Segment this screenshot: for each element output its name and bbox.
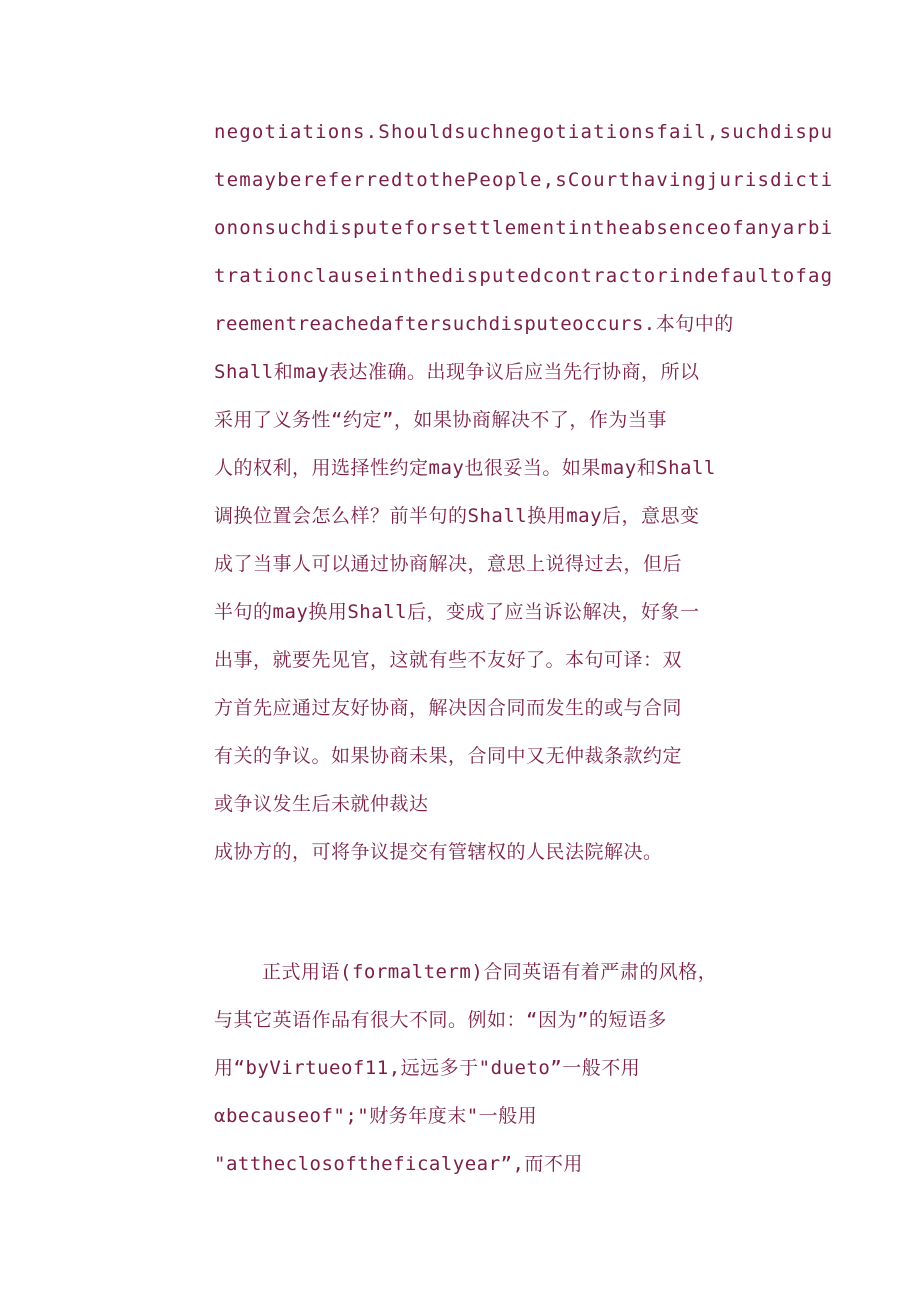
text-line: 正式用语(formalterm)合同英语有着严肃的风格，	[262, 961, 718, 983]
text-line: Shall和may表达准确。出现争议后应当先行协商，所以	[214, 361, 700, 383]
text-line: reementreachedaftersuchdisputeoccurs.本句中的	[214, 313, 734, 335]
text-line: "attheclosoftheficalyear”,而不用	[214, 1153, 583, 1175]
text-line: 采用了义务性“约定”，如果协商解决不了，作为当事	[214, 409, 667, 431]
text-line: 用“byVirtueof11,远远多于"dueto”一般不用	[214, 1057, 641, 1079]
text-line: trationclauseinthedisputedcontractorindefaultofag	[214, 265, 834, 287]
text-line: 成了当事人可以通过协商解决，意思上说得过去，但后	[214, 553, 683, 575]
text-line: 调换位置会怎么样？前半句的Shall换用may后，意思变	[214, 505, 700, 527]
text-line: 半句的may换用Shall后，变成了应当诉讼解决，好象一	[214, 601, 700, 623]
text-line: 与其它英语作品有很大不同。例如：“因为”的短语多	[214, 1009, 667, 1031]
text-line: 成协方的，可将争议提交有管辖权的人民法院解决。	[214, 841, 663, 863]
text-line: 方首先应通过友好协商，解决因合同而发生的或与合同	[214, 697, 683, 719]
text-line: 或争议发生后未就仲裁达	[214, 793, 429, 815]
text-line: negotiations.Shouldsuchnegotiationsfail,suchdispu	[214, 121, 834, 143]
text-line: ononsuchdisputeforsettlementintheabsenceofanyarbi	[214, 217, 834, 239]
text-line: 人的权利，用选择性约定may也很妥当。如果may和Shall	[214, 457, 716, 479]
text-line: 有关的争议。如果协商未果，合同中又无仲裁条款约定	[214, 745, 683, 767]
text-line: temaybereferredtothePeople,sCourthavingjurisdicti	[214, 169, 834, 191]
text-line: 出事，就要先见官，这就有些不友好了。本句可译：双	[214, 649, 683, 671]
text-line: αbecauseof";"财务年度末"一般用	[214, 1105, 538, 1127]
